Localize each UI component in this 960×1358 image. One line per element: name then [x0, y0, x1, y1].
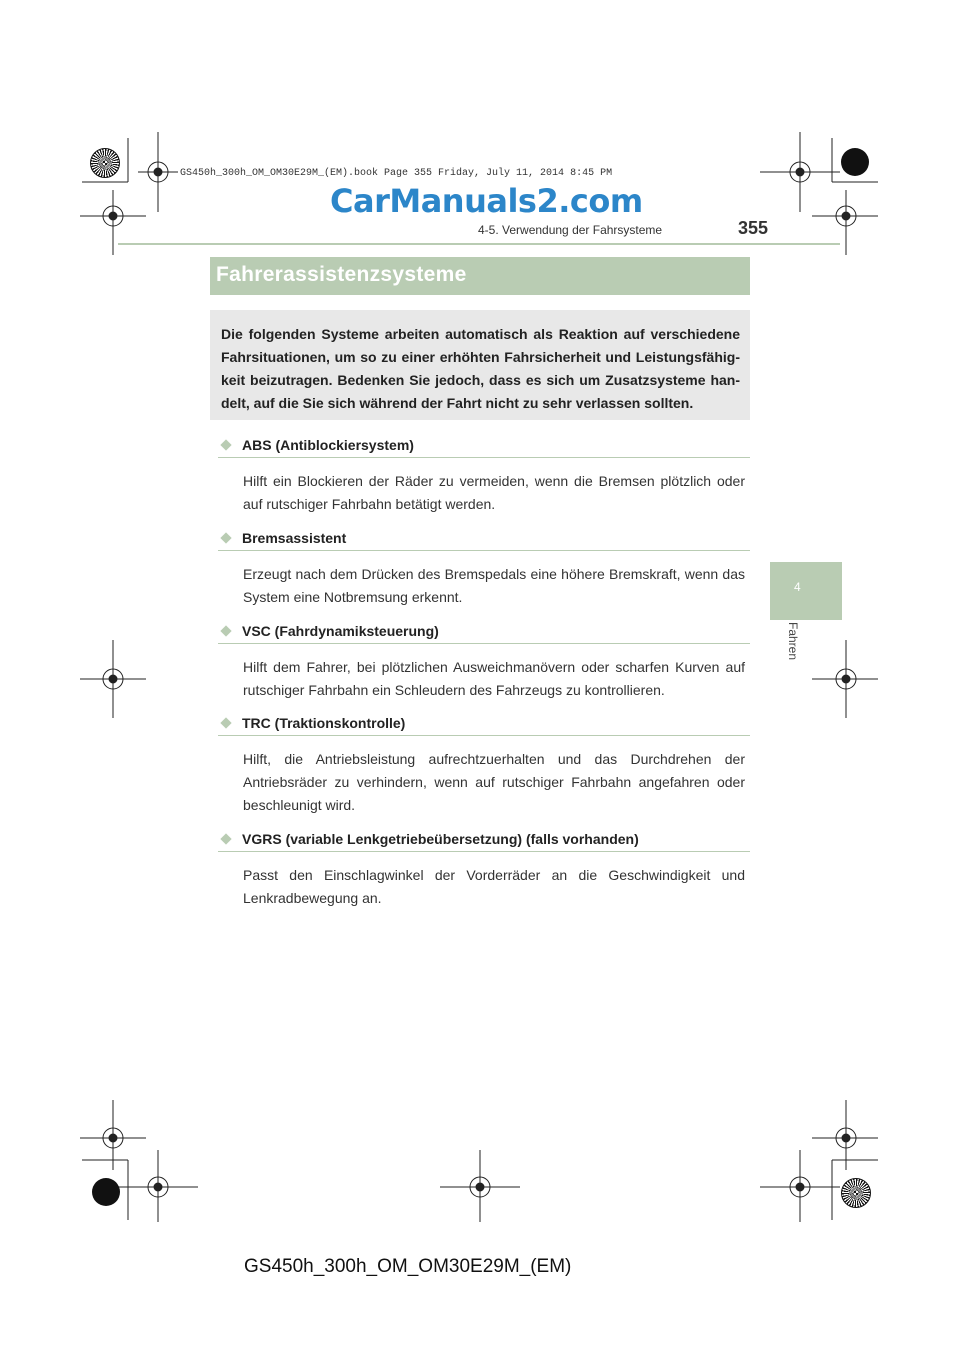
- registration-sunburst-icon: [841, 1178, 871, 1208]
- chapter-tab: [770, 562, 842, 620]
- item-text: Hilft ein Blockieren der Räder zu vermeiden, wenn die Bremsen plötzlich oder auf rutschiger Fahrbahn betätigt werden.: [243, 473, 745, 512]
- item-text: Passt den Einschlagwinkel der Vorderräder an die Geschwindigkeit und Lenkradbewegung an.: [243, 867, 745, 906]
- item-heading: [218, 711, 750, 736]
- section-title-bar: [210, 257, 750, 295]
- watermark-logo: CarManuals2.com: [330, 182, 643, 220]
- intro-box: [210, 310, 750, 420]
- registration-sunburst-icon: [90, 148, 120, 178]
- section-title: Fahrerassistenzsysteme: [216, 263, 467, 286]
- list-item: [218, 526, 750, 609]
- diamond-bullet-icon: [220, 833, 231, 844]
- item-text: Hilft dem Fahrer, bei plötzlichen Ausweichmanövern oder scharfen Kurven auf rutschiger Fahrbahn ein Schleudern des Fahrzeugs zu kontrollieren.: [243, 659, 745, 698]
- intro-text: Die folgenden Systeme arbeiten automatisch als Reaktion auf verschiedene Fahrsituationen, um so zu einer erhöhten Fahrsicherheit und Leistungsfähig-keit beizutragen. Bedenken Sie jedoch, dass es sich um Zusatzsysteme han-delt, auf die Sie sich während der Fahrt nicht zu sehr verlassen sollten.: [221, 326, 740, 411]
- registration-dot-icon: [92, 1178, 120, 1206]
- item-title: VGRS (variable Lenkgetriebeübersetzung) (falls vorhanden): [242, 831, 639, 847]
- diamond-bullet-icon: [220, 717, 231, 728]
- running-header-section: 4-5. Verwendung der Fahrsysteme: [478, 223, 663, 237]
- footer-document-code: GS450h_300h_OM_OM30E29M_(EM): [244, 1256, 572, 1277]
- item-title: TRC (Traktionskontrolle): [242, 715, 406, 731]
- list-item: [218, 619, 750, 702]
- registration-dot-icon: [841, 148, 869, 176]
- page-number: 355: [738, 218, 769, 238]
- header-divider: [118, 243, 840, 245]
- print-header: GS450h_300h_OM_OM30E29M_(EM).book Page 355 Friday, July 11, 2014 8:45 PM: [180, 168, 613, 179]
- chapter-tab-number: 4: [794, 580, 801, 594]
- list-item: [218, 827, 750, 910]
- diamond-bullet-icon: [220, 532, 231, 543]
- item-text: Erzeugt nach dem Drücken des Bremspedals eine höhere Bremskraft, wenn das System eine Notbremsung erkennt.: [243, 566, 745, 605]
- list-item: [218, 433, 750, 516]
- item-title: VSC (Fahrdynamiksteuerung): [242, 623, 439, 639]
- item-heading: [218, 827, 750, 852]
- item-heading: [218, 433, 750, 458]
- chapter-tab-label: Fahren: [786, 622, 800, 661]
- item-heading: [218, 526, 750, 551]
- diamond-bullet-icon: [220, 625, 231, 636]
- item-title: Bremsassistent: [242, 530, 347, 546]
- item-text: Hilft, die Antriebsleistung aufrechtzuerhalten und das Durchdrehen der Antriebsräder zu verhindern, wenn auf rutschiger Fahrbahn angefahren oder beschleunigt wird.: [243, 751, 745, 813]
- chapter-tab-label-wrapper: [776, 622, 808, 672]
- item-heading: [218, 619, 750, 644]
- list-item: [218, 711, 750, 817]
- diamond-bullet-icon: [220, 439, 231, 450]
- item-title: ABS (Antiblockiersystem): [242, 437, 414, 453]
